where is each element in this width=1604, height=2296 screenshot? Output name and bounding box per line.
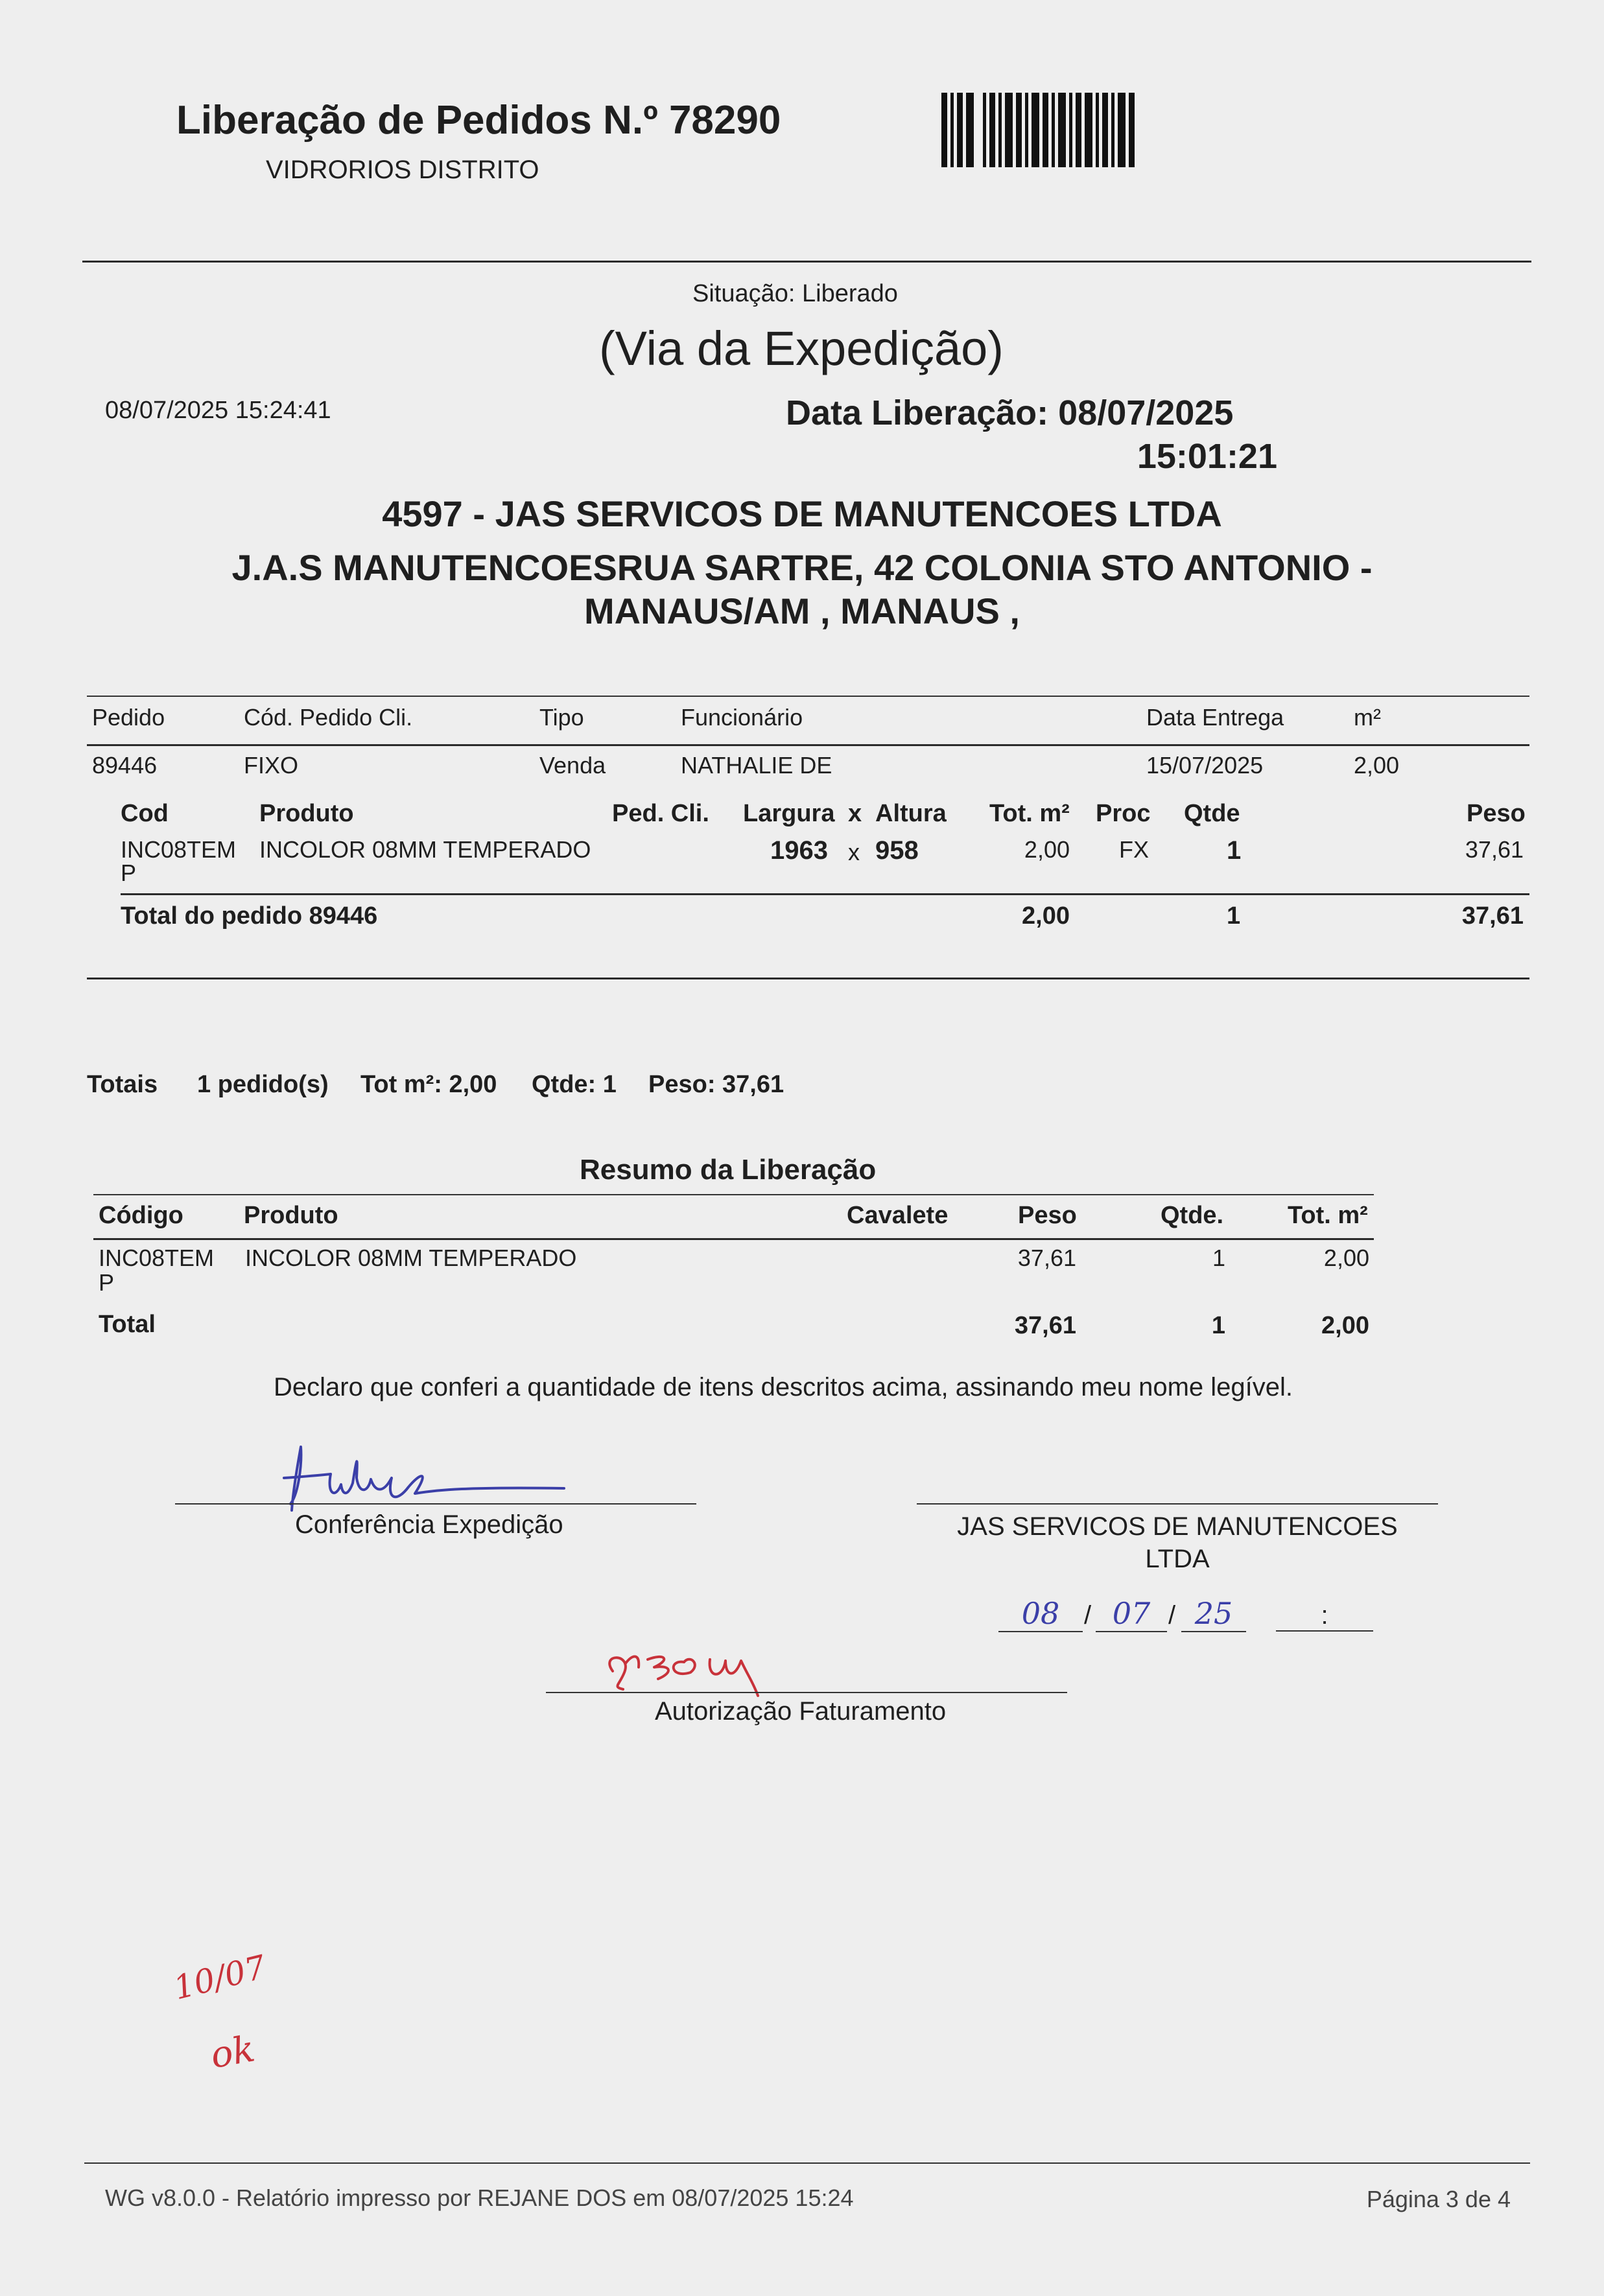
summary-total-peso: 37,61 (1014, 1312, 1076, 1339)
totals-peso: Peso: 37,61 (648, 1071, 784, 1098)
order-pedido: 89446 (92, 752, 158, 779)
summary-total-tot-m2: 2,00 (1321, 1312, 1369, 1339)
signature-label-client-cont: LTDA (1145, 1545, 1210, 1573)
page-number: Página 3 de 4 (1366, 2186, 1511, 2212)
order-table-top-rule (87, 696, 1529, 697)
totals-label: Totais (87, 1071, 158, 1098)
order-total-peso: 37,61 (1461, 902, 1524, 930)
signature-line-authorization (546, 1692, 1067, 1693)
item-peso: 37,61 (1465, 836, 1524, 863)
release-time: 15:01:21 (1137, 437, 1277, 476)
client-name: 4597 - JAS SERVICOS DE MANUTENCOES LTDA (382, 493, 1222, 534)
summary-header-rule (93, 1238, 1374, 1240)
item-produto: INCOLOR 08MM TEMPERADO (259, 836, 591, 863)
items-header-altura: Altura (875, 800, 947, 827)
totals-m2: Tot m²: 2,00 (360, 1071, 497, 1098)
footer-rule (84, 2162, 1530, 2164)
item-cod: INC08TEM (121, 836, 237, 863)
date-slash-1: / (1084, 1601, 1092, 1630)
time-field: : (1276, 1601, 1373, 1632)
summary-header-peso: Peso (1018, 1202, 1077, 1229)
item-largura: 1963 (770, 836, 828, 865)
order-total-label: Total do pedido 89446 (121, 902, 378, 930)
summary-header-qtde: Qtde. (1161, 1202, 1224, 1229)
handwritten-note-date: 10/07 (170, 1948, 270, 2008)
header-divider (82, 261, 1531, 263)
order-funcionario: NATHALIE DE (681, 752, 832, 779)
summary-header-produto: Produto (244, 1202, 338, 1229)
summary-title: Resumo da Liberação (580, 1154, 877, 1186)
order-tipo: Venda (539, 752, 606, 779)
items-header-largura: Largura (743, 800, 835, 827)
summary-header-cavalete: Cavalete (847, 1202, 949, 1229)
order-header-cod-cli: Cód. Pedido Cli. (244, 704, 413, 731)
item-proc: FX (1119, 836, 1150, 863)
summary-total-label: Total (99, 1311, 156, 1338)
client-address: J.A.S MANUTENCOESRUA SARTRE, 42 COLONIA STO ANTONIO - (231, 547, 1373, 588)
items-header-tot-m2: Tot. m² (989, 800, 1070, 827)
totals-pedidos: 1 pedido(s) (197, 1071, 329, 1098)
order-header-tipo: Tipo (539, 704, 584, 731)
item-tot-m2: 2,00 (1024, 836, 1070, 863)
summary-header-tot-m2: Tot. m² (1288, 1202, 1368, 1229)
totals-qtde: Qtde: 1 (532, 1071, 617, 1098)
summary-codigo: INC08TEM (99, 1245, 215, 1271)
items-header-peso: Peso (1467, 800, 1526, 827)
handwritten-date-year: 25 (1181, 1596, 1246, 1632)
order-m2: 2,00 (1354, 752, 1400, 779)
signature-label-conference: Conferência Expedição (295, 1510, 563, 1539)
item-altura: 958 (875, 836, 919, 865)
summary-qtde: 1 (1212, 1245, 1225, 1271)
footer-printed-by: WG v8.0.0 - Relatório impresso por REJANE DOS em 08/07/2025 15:24 (105, 2185, 854, 2211)
items-header-ped-cli: Ped. Cli. (612, 800, 709, 827)
summary-codigo-cont: P (99, 1269, 115, 1296)
order-header-data-entrega: Data Entrega (1146, 704, 1284, 731)
order-header-funcionario: Funcionário (681, 704, 803, 731)
summary-total-qtde: 1 (1211, 1312, 1225, 1339)
order-cod-cli: FIXO (244, 752, 299, 779)
order-table-bottom-rule (87, 978, 1529, 979)
barcode (941, 93, 1138, 167)
date-slash-2: / (1168, 1601, 1176, 1630)
document-title: Liberação de Pedidos N.º 78290 (176, 98, 781, 143)
items-header-x: x (848, 800, 862, 827)
summary-tot-m2: 2,00 (1323, 1245, 1369, 1271)
summary-produto: INCOLOR 08MM TEMPERADO (245, 1245, 577, 1271)
declaration-text: Declaro que conferi a quantidade de itens descritos acima, assinando meu nome legível. (274, 1373, 1293, 1401)
items-header-cod: Cod (121, 800, 169, 827)
status-text: Situação: Liberado (692, 280, 898, 307)
item-qtde: 1 (1227, 836, 1242, 865)
handwritten-date-day: 08 (998, 1596, 1083, 1632)
items-total-rule (121, 893, 1529, 895)
summary-header-codigo: Código (99, 1202, 183, 1229)
items-header-qtde: Qtde (1184, 800, 1240, 827)
items-header-proc: Proc (1096, 800, 1151, 827)
summary-top-rule (93, 1194, 1374, 1195)
handwritten-signature-authorization (587, 1634, 833, 1698)
order-header-pedido: Pedido (92, 704, 165, 731)
item-cod-cont: P (121, 860, 137, 886)
handwritten-note-ok: ok (207, 2028, 258, 2078)
client-city: MANAUS/AM , MANAUS , (584, 591, 1020, 631)
printed-timestamp: 08/07/2025 15:24:41 (105, 397, 331, 424)
signature-line-client (917, 1503, 1438, 1505)
signature-label-authorization: Autorização Faturamento (655, 1697, 947, 1726)
summary-peso: 37,61 (1017, 1245, 1076, 1271)
via-title: (Via da Expedição) (599, 322, 1004, 375)
order-header-m2: m² (1354, 704, 1381, 731)
order-total-m2: 2,00 (1022, 902, 1070, 930)
order-data-entrega: 15/07/2025 (1146, 752, 1264, 779)
signature-label-client: JAS SERVICOS DE MANUTENCOES (957, 1512, 1398, 1541)
company-name: VIDRORIOS DISTRITO (266, 156, 539, 184)
handwritten-date-month: 07 (1096, 1596, 1167, 1632)
order-total-qtde: 1 (1227, 902, 1241, 930)
order-table-header-rule (87, 744, 1529, 746)
signature-line-conference (175, 1503, 696, 1505)
item-x: x (848, 839, 860, 865)
items-header-produto: Produto (259, 800, 354, 827)
release-date: Data Liberação: 08/07/2025 (786, 393, 1234, 432)
